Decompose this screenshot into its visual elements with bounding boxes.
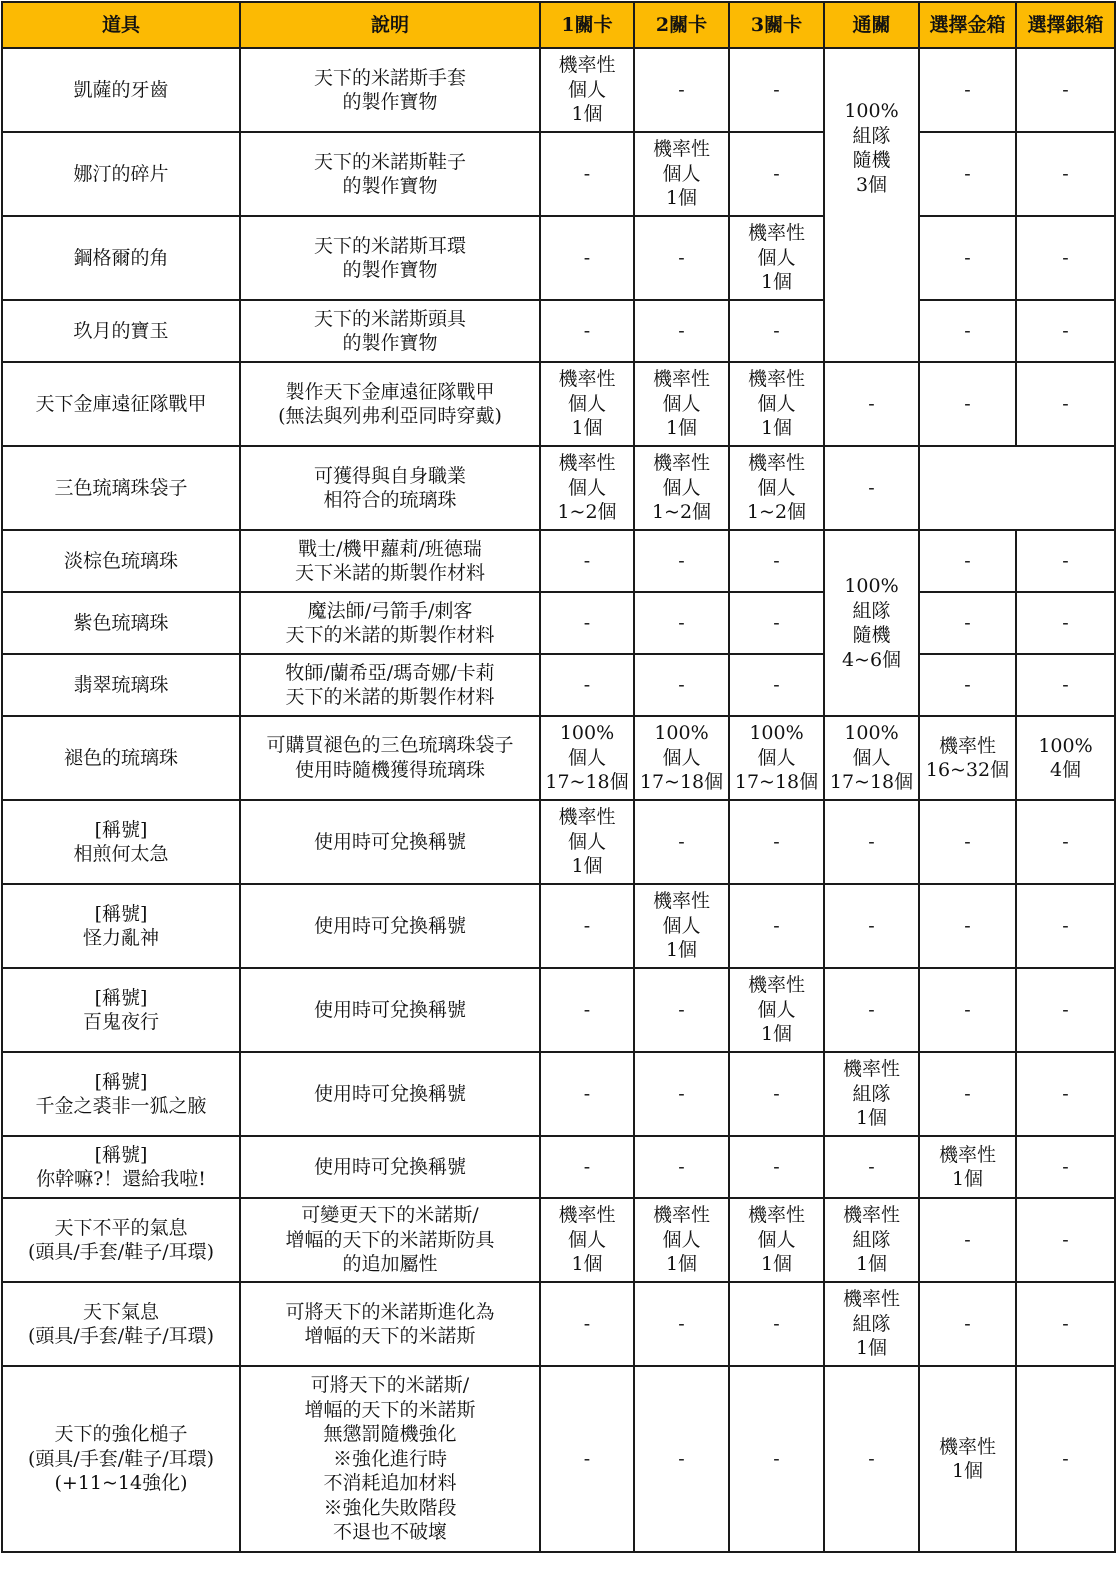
silver-chest-cell: - — [1016, 1052, 1115, 1136]
table-row — [2, 300, 1115, 362]
stage-2-cell: - — [634, 1282, 729, 1366]
stage-1-cell: - — [540, 132, 634, 216]
clear-cell: - — [824, 968, 919, 1052]
clear-cell: - — [824, 1136, 919, 1198]
silver-chest-cell: - — [1016, 1366, 1115, 1552]
description-cell: 天下的米諾斯手套 的製作寶物 — [240, 48, 540, 132]
silver-chest-cell: - — [1016, 654, 1115, 716]
clear-cell: 機率性 組隊 1個 — [824, 1052, 919, 1136]
item-cell: [稱號] 怪力亂神 — [2, 884, 240, 968]
header-gold-chest: 選擇金箱 — [919, 2, 1016, 48]
item-cell: 翡翠琉璃珠 — [2, 654, 240, 716]
stage-3-cell: - — [729, 1282, 824, 1366]
silver-chest-cell: - — [1016, 968, 1115, 1052]
item-cell: 天下不平的氣息 (頭具/手套/鞋子/耳環) — [2, 1198, 240, 1282]
gold-chest-cell: 機率性 1個 — [919, 1366, 1016, 1552]
stage-3-cell: - — [729, 1366, 824, 1552]
stage-1-cell: - — [540, 884, 634, 968]
item-cell: [稱號] 百鬼夜行 — [2, 968, 240, 1052]
table-row — [2, 654, 1115, 716]
description-cell: 使用時可兌換稱號 — [240, 884, 540, 968]
table-row — [2, 592, 1115, 654]
clear-cell: - — [824, 1366, 919, 1552]
header-stage-2: 2關卡 — [634, 2, 729, 48]
stage-1-cell: - — [540, 1052, 634, 1136]
item-cell: [稱號] 千金之裘非一狐之腋 — [2, 1052, 240, 1136]
gold-chest-cell: - — [919, 968, 1016, 1052]
header-stage-3: 3關卡 — [729, 2, 824, 48]
stage-1-cell: - — [540, 1366, 634, 1552]
gold-chest-cell: - — [919, 1052, 1016, 1136]
stage-3-cell: - — [729, 1052, 824, 1136]
stage-1-cell: - — [540, 530, 634, 592]
table-row — [2, 446, 1115, 530]
silver-chest-cell: - — [1016, 48, 1115, 132]
item-cell: [稱號] 相煎何太急 — [2, 800, 240, 884]
clear-cell: - — [824, 884, 919, 968]
description-cell: 製作天下金庫遠征隊戰甲 (無法與列弗利亞同時穿戴) — [240, 362, 540, 446]
stage-1-cell: - — [540, 1136, 634, 1198]
table-row — [2, 716, 1115, 800]
stage-3-cell: 機率性 個人 1~2個 — [729, 446, 824, 530]
description-cell: 魔法師/弓箭手/刺客 天下的米諾的斯製作材料 — [240, 592, 540, 654]
stage-1-cell: 機率性 個人 1個 — [540, 800, 634, 884]
stage-1-cell: - — [540, 300, 634, 362]
description-cell: 使用時可兌換稱號 — [240, 800, 540, 884]
clear-cell: 100% 個人 17~18個 — [824, 716, 919, 800]
item-cell: 紫色琉璃珠 — [2, 592, 240, 654]
gold-chest-cell: - — [919, 592, 1016, 654]
reward-table — [1, 1, 1116, 1553]
stage-3-cell: 機率性 個人 1個 — [729, 1198, 824, 1282]
stage-2-cell: - — [634, 530, 729, 592]
silver-chest-cell: - — [1016, 530, 1115, 592]
stage-3-cell: 100% 個人 17~18個 — [729, 716, 824, 800]
table-row — [2, 1136, 1115, 1198]
description-cell: 天下的米諾斯頭具 的製作寶物 — [240, 300, 540, 362]
clear-cell: 機率性 組隊 1個 — [824, 1198, 919, 1282]
silver-chest-cell: - — [1016, 1136, 1115, 1198]
stage-2-cell: 機率性 個人 1個 — [634, 362, 729, 446]
description-cell: 可獲得與自身職業 相符合的琉璃珠 — [240, 446, 540, 530]
table-row — [2, 530, 1115, 592]
gold-chest-cell: 機率性 16~32個 — [919, 716, 1016, 800]
silver-chest-cell: - — [1016, 592, 1115, 654]
stage-1-cell: 機率性 個人 1~2個 — [540, 446, 634, 530]
stage-3-cell: - — [729, 884, 824, 968]
stage-3-cell: 機率性 個人 1個 — [729, 362, 824, 446]
stage-2-cell: 100% 個人 17~18個 — [634, 716, 729, 800]
stage-2-cell: - — [634, 968, 729, 1052]
table-row — [2, 1282, 1115, 1366]
stage-3-cell: - — [729, 48, 824, 132]
description-cell: 戰士/機甲蘿莉/班德瑞 天下米諾的斯製作材料 — [240, 530, 540, 592]
description-cell: 可購買褪色的三色琉璃珠袋子 使用時隨機獲得琉璃珠 — [240, 716, 540, 800]
item-cell: 天下氣息 (頭具/手套/鞋子/耳環) — [2, 1282, 240, 1366]
item-cell: 娜汀的碎片 — [2, 132, 240, 216]
header-item: 道具 — [2, 2, 240, 48]
table-row — [2, 800, 1115, 884]
stage-2-cell: - — [634, 216, 729, 300]
stage-2-cell: - — [634, 1052, 729, 1136]
stage-1-cell: - — [540, 968, 634, 1052]
item-cell: 淡棕色琉璃珠 — [2, 530, 240, 592]
description-cell: 使用時可兌換稱號 — [240, 1052, 540, 1136]
header-stage-1: 1關卡 — [540, 2, 634, 48]
header-silver-chest: 選擇銀箱 — [1016, 2, 1115, 48]
header-description: 說明 — [240, 2, 540, 48]
stage-2-cell: - — [634, 654, 729, 716]
item-cell: 天下金庫遠征隊戰甲 — [2, 362, 240, 446]
stage-3-cell: - — [729, 654, 824, 716]
table-row — [2, 362, 1115, 446]
gold-chest-cell: - — [919, 1198, 1016, 1282]
description-cell: 天下的米諾斯鞋子 的製作寶物 — [240, 132, 540, 216]
stage-3-cell: - — [729, 530, 824, 592]
stage-2-cell: 機率性 個人 1個 — [634, 1198, 729, 1282]
silver-chest-cell: - — [1016, 300, 1115, 362]
stage-1-cell: 100% 個人 17~18個 — [540, 716, 634, 800]
clear-cell: 機率性 組隊 1個 — [824, 1282, 919, 1366]
stage-2-cell: - — [634, 48, 729, 132]
stage-2-cell: - — [634, 1366, 729, 1552]
gold-chest-cell: - — [919, 884, 1016, 968]
stage-2-cell: 機率性 個人 1個 — [634, 132, 729, 216]
description-cell: 牧師/蘭希亞/瑪奇娜/卡莉 天下的米諾的斯製作材料 — [240, 654, 540, 716]
gold-chest-cell: - — [919, 362, 1016, 446]
table-row — [2, 48, 1115, 132]
stage-2-cell: - — [634, 800, 729, 884]
clear-cell: - — [824, 800, 919, 884]
table-row — [2, 216, 1115, 300]
table-row — [2, 1366, 1115, 1552]
silver-chest-cell: - — [1016, 362, 1115, 446]
description-cell: 使用時可兌換稱號 — [240, 1136, 540, 1198]
description-cell: 可變更天下的米諾斯/ 增幅的天下的米諾斯防具 的追加屬性 — [240, 1198, 540, 1282]
gold-chest-cell: - — [919, 132, 1016, 216]
chest-cell-empty — [919, 446, 1115, 530]
stage-3-cell: 機率性 個人 1個 — [729, 968, 824, 1052]
silver-chest-cell: - — [1016, 800, 1115, 884]
stage-3-cell: - — [729, 592, 824, 654]
table-row — [2, 1198, 1115, 1282]
gold-chest-cell: - — [919, 530, 1016, 592]
silver-chest-cell: - — [1016, 132, 1115, 216]
table-header-row — [2, 2, 1115, 48]
silver-chest-cell: - — [1016, 1198, 1115, 1282]
clear-cell: - — [824, 446, 919, 530]
stage-2-cell: 機率性 個人 1個 — [634, 884, 729, 968]
table-row — [2, 132, 1115, 216]
gold-chest-cell: - — [919, 300, 1016, 362]
silver-chest-cell: - — [1016, 884, 1115, 968]
item-cell: 鋼格爾的角 — [2, 216, 240, 300]
gold-chest-cell: - — [919, 800, 1016, 884]
clear-cell: 100% 組隊 隨機 3個 — [824, 48, 919, 362]
stage-1-cell: - — [540, 654, 634, 716]
item-cell: 天下的強化槌子 (頭具/手套/鞋子/耳環) (+11~14強化) — [2, 1366, 240, 1552]
silver-chest-cell: - — [1016, 216, 1115, 300]
stage-1-cell: - — [540, 1282, 634, 1366]
header-clear: 通關 — [824, 2, 919, 48]
description-cell: 天下的米諾斯耳環 的製作寶物 — [240, 216, 540, 300]
stage-1-cell: 機率性 個人 1個 — [540, 362, 634, 446]
table-row — [2, 1052, 1115, 1136]
stage-2-cell: - — [634, 592, 729, 654]
gold-chest-cell: - — [919, 216, 1016, 300]
gold-chest-cell: - — [919, 48, 1016, 132]
table-row — [2, 884, 1115, 968]
stage-3-cell: - — [729, 1136, 824, 1198]
table-row — [2, 968, 1115, 1052]
gold-chest-cell: - — [919, 654, 1016, 716]
item-cell: 玖月的寶玉 — [2, 300, 240, 362]
item-cell: 凱薩的牙齒 — [2, 48, 240, 132]
stage-3-cell: - — [729, 132, 824, 216]
silver-chest-cell: - — [1016, 1282, 1115, 1366]
gold-chest-cell: 機率性 1個 — [919, 1136, 1016, 1198]
clear-cell: 100% 組隊 隨機 4~6個 — [824, 530, 919, 716]
item-cell: 褪色的琉璃珠 — [2, 716, 240, 800]
item-cell: 三色琉璃珠袋子 — [2, 446, 240, 530]
description-cell: 使用時可兌換稱號 — [240, 968, 540, 1052]
description-cell: 可將天下的米諾斯進化為 增幅的天下的米諾斯 — [240, 1282, 540, 1366]
stage-2-cell: - — [634, 300, 729, 362]
stage-3-cell: - — [729, 300, 824, 362]
stage-3-cell: - — [729, 800, 824, 884]
stage-1-cell: 機率性 個人 1個 — [540, 48, 634, 132]
stage-1-cell: - — [540, 592, 634, 654]
stage-3-cell: 機率性 個人 1個 — [729, 216, 824, 300]
silver-chest-cell: 100% 4個 — [1016, 716, 1115, 800]
gold-chest-cell: - — [919, 1282, 1016, 1366]
stage-2-cell: - — [634, 1136, 729, 1198]
stage-1-cell: - — [540, 216, 634, 300]
stage-1-cell: 機率性 個人 1個 — [540, 1198, 634, 1282]
item-cell: [稱號] 你幹嘛?！還給我啦! — [2, 1136, 240, 1198]
stage-2-cell: 機率性 個人 1~2個 — [634, 446, 729, 530]
clear-cell: - — [824, 362, 919, 446]
description-cell: 可將天下的米諾斯/ 增幅的天下的米諾斯 無懲罰隨機強化 ※強化進行時 不消耗追加材料 ※強化失敗階段 不退也不破壞 — [240, 1366, 540, 1552]
